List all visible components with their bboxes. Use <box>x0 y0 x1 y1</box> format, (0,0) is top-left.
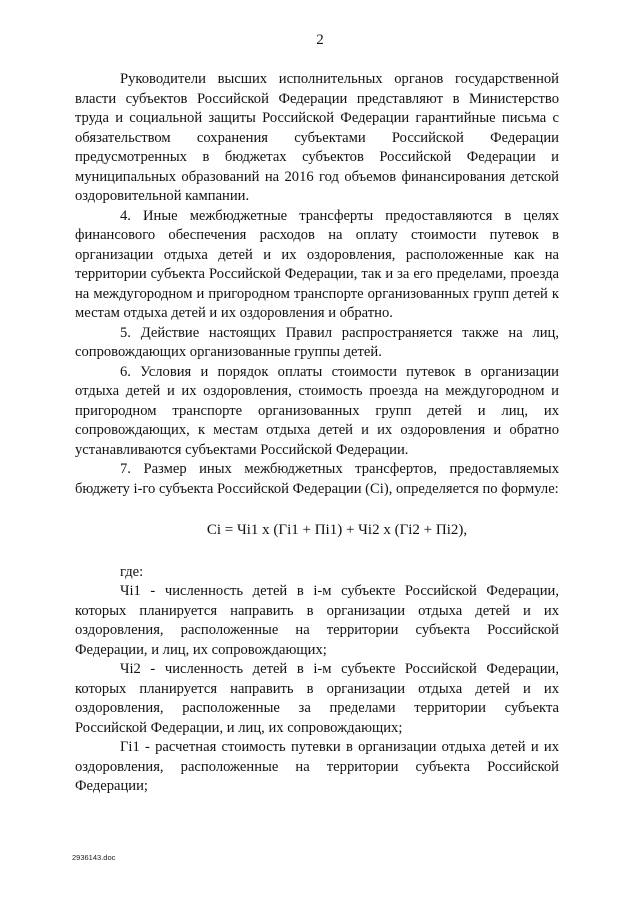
paragraph-guarantee-letters: Руководители высших исполнительных органов государственной власти субъектов Российской Федерации представляют в Министерство труда и социальной защиты Российской Федерации гарантийные письма с обязательством сохранения субъектами Российской Федерации предусмотренных в бюджетах субъектов Российской Федерации и муниципальных образований на 2016 год объемов финансирования детской оздоровительной кампании. <box>75 71 559 204</box>
paragraph-7: 7. Размер иных межбюджетных трансфертов, предоставляемых бюджету i-го субъекта Российской Федерации (Ci), определяется по формуле: <box>75 461 559 497</box>
paragraph-4: 4. Иные межбюджетные трансферты предоставляются в целях финансового обеспечения расходов на оплату стоимости путевок в организации отдыха детей и их оздоровления, расположенные как на территории субъекта Российской Федерации, так и за его пределами, проезда на междугородном и пригородном транспорте организованных групп детей к местам отдыха детей и их оздоровления и обратно. <box>75 207 559 321</box>
page-number: 2 <box>316 32 324 48</box>
file-name-footer: 2936143.doc <box>72 853 116 862</box>
definition-chi1: Чi1 - численность детей в i-м субъекте Российской Федерации, которых планируется направить в организации отдыха детей и их оздоровления, расположенные на территории субъекта Российской Федерации, и лиц, их сопровождающих; <box>75 583 559 658</box>
definition-chi2: Чi2 - численность детей в i-м субъекте Российской Федерации, которых планируется направить в организации отдыха детей и их оздоровления, расположенные за пределами территории субъекта Российской Федерации, и лиц, их сопровождающих; <box>75 661 559 736</box>
definition-gi1: Гi1 - расчетная стоимость путевки в организации отдыха детей и их оздоровления, расположенные на территории субъекта Российской Федерации; <box>75 739 559 794</box>
document-body <box>75 70 559 797</box>
where-label: где: <box>120 563 144 580</box>
formula: Ci = Чi1 x (Гi1 + Пi1) + Чi2 x (Гi2 + Пi2), <box>206 522 468 538</box>
paragraph-6: 6. Условия и порядок оплаты стоимости путевок в организации отдыха детей и их оздоровления, стоимость проезда на междугородном и пригородном транспорте организованных групп детей и лиц, их сопровождающих, к местам отдыха детей и их оздоровления и обратно устанавливаются субъектами Российской Федерации. <box>75 363 559 458</box>
paragraph-5: 5. Действие настоящих Правил распространяется также на лиц, сопровождающих организованные группы детей. <box>75 324 559 360</box>
